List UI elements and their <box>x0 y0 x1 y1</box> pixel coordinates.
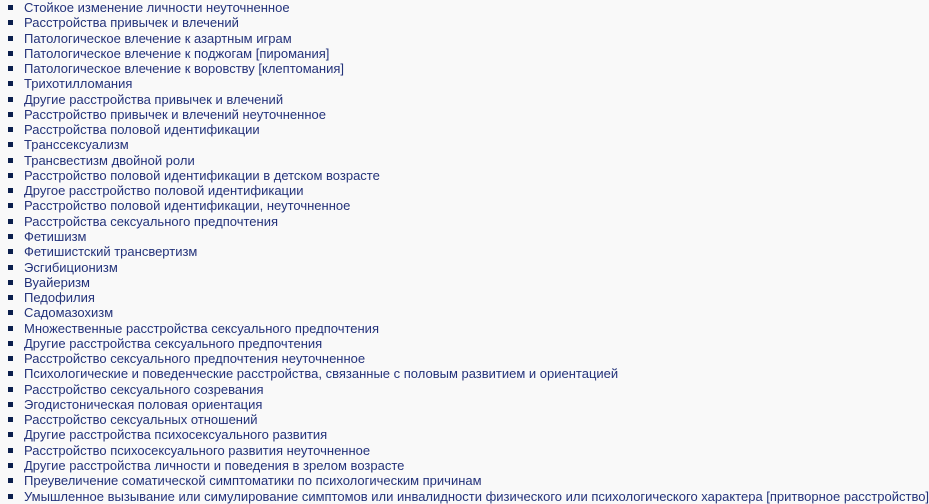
bullet-icon <box>8 310 13 315</box>
bullet-icon <box>8 20 13 25</box>
list-item-link[interactable]: Патологическое влечение к азартным играм <box>24 30 292 46</box>
bullet-icon <box>8 142 13 147</box>
list-item-link[interactable]: Фетишистский трансвертизм <box>24 244 198 260</box>
list-item <box>0 458 929 473</box>
list-item <box>0 107 929 122</box>
bullet-icon <box>8 66 13 71</box>
list-item <box>0 214 929 229</box>
list-item-link[interactable]: Трихотилломания <box>24 76 133 92</box>
list-item <box>0 489 929 504</box>
list-item <box>0 290 929 305</box>
list-item-link[interactable]: Расстройства привычек и влечений <box>24 15 239 31</box>
bullet-icon <box>8 463 13 468</box>
list-item <box>0 397 929 412</box>
bullet-icon <box>8 494 13 499</box>
list-item-link[interactable]: Садомазохизм <box>24 305 114 321</box>
list-item-link[interactable]: Другие расстройства сексуального предпочтения <box>24 335 323 351</box>
list-item <box>0 76 929 91</box>
list-item <box>0 0 929 15</box>
list-item-link[interactable]: Другие расстройства психосексуального развития <box>24 427 328 443</box>
list-item-link[interactable]: Расстройство сексуального созревания <box>24 381 264 397</box>
list-item-link[interactable]: Патологическое влечение к воровству [клептомания] <box>24 61 344 77</box>
list-item <box>0 260 929 275</box>
bullet-icon <box>8 402 13 407</box>
list-item <box>0 137 929 152</box>
list-item-link[interactable]: Расстройство сексуального предпочтения неуточненное <box>24 351 366 367</box>
bullet-icon <box>8 173 13 178</box>
list-item-link[interactable]: Расстройство половой идентификации в детском возрасте <box>24 167 380 183</box>
list-item <box>0 427 929 442</box>
list-item-link[interactable]: Психологические и поведенческие расстройства, связанные с половым развитием и ориентацией <box>24 366 619 382</box>
list-item-link[interactable]: Расстройство сексуальных отношений <box>24 412 258 428</box>
list-item <box>0 351 929 366</box>
list-item-link[interactable]: Патологическое влечение к поджогам [пиромания] <box>24 45 330 61</box>
list-item <box>0 244 929 259</box>
bullet-icon <box>8 127 13 132</box>
list-item-link[interactable]: Умышленное вызывание или симулирование симптомов или инвалидности физического или психологического характера [притворное расстройство] <box>24 488 929 504</box>
list-item <box>0 168 929 183</box>
list-item-link[interactable]: Расстройство психосексуального развития неуточненное <box>24 442 371 458</box>
list-item <box>0 382 929 397</box>
bullet-icon <box>8 295 13 300</box>
bullet-icon <box>8 341 13 346</box>
bullet-icon <box>8 234 13 239</box>
list-item <box>0 92 929 107</box>
bullet-icon <box>8 417 13 422</box>
list-item-link[interactable]: Расстройство привычек и влечений неуточненное <box>24 106 326 122</box>
bullet-icon <box>8 371 13 376</box>
list-item <box>0 275 929 290</box>
list-item-link[interactable]: Другие расстройства личности и поведения в зрелом возрасте <box>24 457 405 473</box>
list-item-link[interactable]: Расстройство половой идентификации, неуточненное <box>24 198 351 214</box>
list-item-link[interactable]: Расстройства сексуального предпочтения <box>24 213 278 229</box>
list-item <box>0 366 929 381</box>
bullet-icon <box>8 36 13 41</box>
list-item <box>0 443 929 458</box>
bullet-icon <box>8 188 13 193</box>
list-item-link[interactable]: Эгодистоническая половая ориентация <box>24 396 263 412</box>
list-item-link[interactable]: Педофилия <box>24 290 95 306</box>
bullet-icon <box>8 326 13 331</box>
bullet-icon <box>8 249 13 254</box>
list-item-link[interactable]: Другое расстройство половой идентификации <box>24 183 304 199</box>
list-item-link[interactable]: Трансвестизм двойной роли <box>24 152 195 168</box>
list-item-link[interactable]: Фетишизм <box>24 228 87 244</box>
list-item <box>0 153 929 168</box>
list-item-link[interactable]: Множественные расстройства сексуального предпочтения <box>24 320 379 336</box>
list-item-link[interactable]: Транссексуализм <box>24 137 129 153</box>
list-item <box>0 183 929 198</box>
list-item-link[interactable]: Вуайеризм <box>24 274 90 290</box>
bullet-icon <box>8 112 13 117</box>
bullet-icon <box>8 356 13 361</box>
list-item <box>0 336 929 351</box>
list-item <box>0 15 929 30</box>
bullet-icon <box>8 219 13 224</box>
list-item <box>0 305 929 320</box>
list-item <box>0 122 929 137</box>
bullet-icon <box>8 81 13 86</box>
list-item-link[interactable]: Другие расстройства привычек и влечений <box>24 91 284 107</box>
bullet-icon <box>8 432 13 437</box>
bullet-icon <box>8 203 13 208</box>
bullet-icon <box>8 51 13 56</box>
list-item <box>0 61 929 76</box>
bullet-icon <box>8 280 13 285</box>
list-item-link[interactable]: Эсгибиционизм <box>24 259 118 275</box>
list-item <box>0 412 929 427</box>
list-item-link[interactable]: Стойкое изменение личности неуточненное <box>24 0 290 15</box>
list-item-link[interactable]: Преувеличение соматической симптоматики по психологическим причинам <box>24 473 482 489</box>
bullet-icon <box>8 97 13 102</box>
bullet-icon <box>8 265 13 270</box>
list-item <box>0 46 929 61</box>
list-item <box>0 473 929 488</box>
bullet-icon <box>8 158 13 163</box>
list-item <box>0 321 929 336</box>
list-item <box>0 198 929 213</box>
list-item-link[interactable]: Расстройства половой идентификации <box>24 122 260 138</box>
list-item <box>0 31 929 46</box>
bullet-icon <box>8 448 13 453</box>
bullet-icon <box>8 478 13 483</box>
list-item <box>0 229 929 244</box>
bullet-icon <box>8 5 13 10</box>
bullet-icon <box>8 387 13 392</box>
